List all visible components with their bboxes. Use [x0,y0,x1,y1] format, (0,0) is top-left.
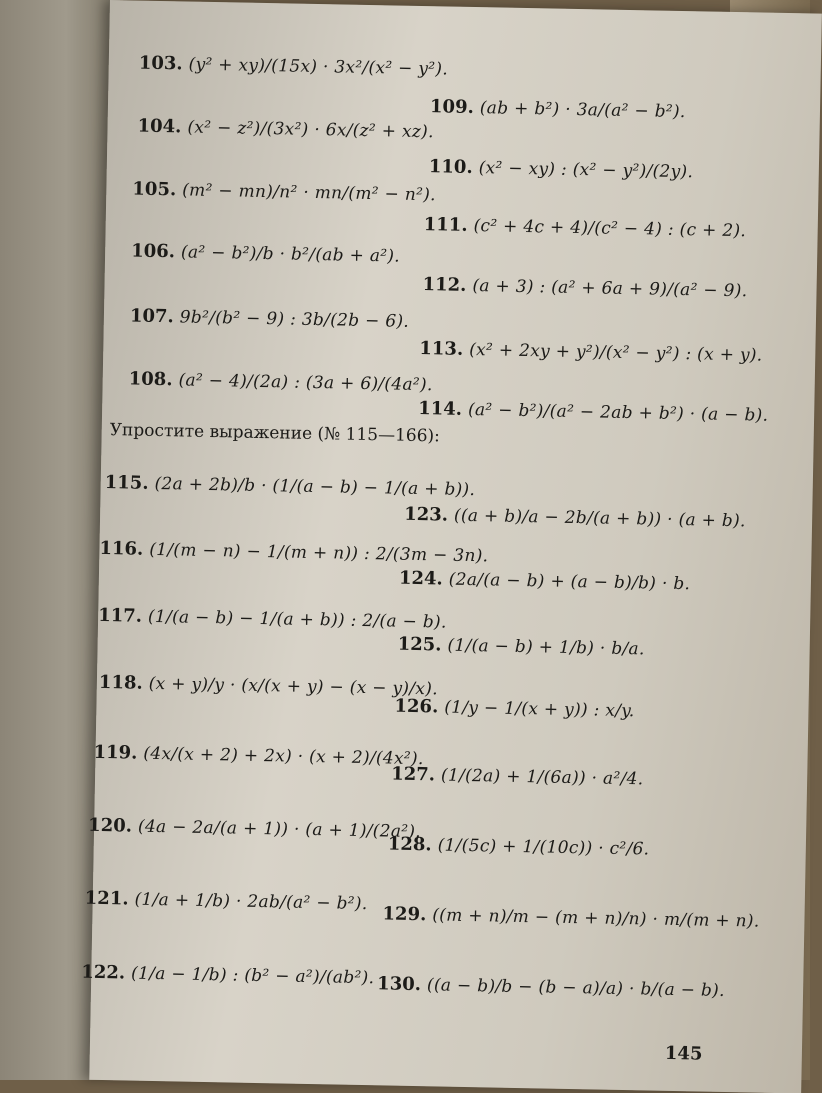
exercise-expression: (1/(a − b) − 1/(a + b)) : 2/(a − b). [147,606,447,633]
exercise-expression: (a² − b²)/(a² − 2ab + b²) · (a − b). [467,399,769,426]
exercise-expression: (a + 3) : (a² + 6a + 9)/(a² − 9). [472,275,748,301]
exercise-number: 107. [129,305,174,328]
exercise-number: 123. [403,503,449,526]
exercise-107 [130,305,410,331]
exercise-number: 119. [93,741,138,764]
exercise-121 [85,888,368,914]
exercise-expression: (y² + xy)/(15x) · 3x²/(x² − y²). [188,54,449,79]
exercise-122 [81,962,374,989]
exercise-115 [105,472,476,500]
exercise-expression: (1/(a − b) + 1/b) · b/a. [447,635,645,659]
exercise-expression: (x² − xy) : (x² − y²)/(2y). [478,157,694,182]
exercise-128 [388,833,650,859]
exercise-expression: (2a + 2b)/b · (1/(a − b) − 1/(a + b)). [154,473,476,500]
exercise-103 [139,53,449,80]
exercise-number: 104. [137,115,182,138]
exercise-number: 117. [97,604,143,627]
exercise-126 [394,696,635,722]
exercise-number: 125. [397,633,442,656]
exercise-expression: (1/a + 1/b) · 2ab/(a² − b²). [134,889,368,914]
exercise-number: 115. [104,471,149,494]
exercise-expression: (1/a − 1/b) : (b² − a²)/(ab²). [130,963,375,988]
page-number: 145 [664,1042,703,1065]
exercise-number: 113. [419,338,464,360]
exercise-number: 103. [138,52,183,75]
exercise-108 [129,368,433,395]
exercise-expression: (2a/(a − b) + (a − b)/b) · b. [448,569,691,594]
exercise-number: 114. [418,397,463,420]
exercise-105 [132,178,436,205]
exercise-expression: (x² − z²)/(3x²) · 6x/(z² + xz). [187,117,434,142]
exercise-expression: (x + y)/y · (x/(x + y) − (x − y)/x). [148,673,439,699]
exercise-119 [93,742,424,769]
exercise-123 [404,504,746,532]
section-heading: Упростите выражение (№ 115—166): [109,420,441,447]
exercise-110 [429,156,694,182]
exercise-109 [430,96,686,122]
book-page [81,0,822,1093]
exercise-114 [418,398,768,426]
exercise-expression: ((a − b)/b − (b − a)/a) · b/(a − b). [426,974,725,1001]
exercise-number: 112. [422,274,467,296]
exercise-number: 130. [376,973,422,996]
exercise-expression: (4x/(x + 2) + 2x) · (x + 2)/(4x²). [143,743,424,769]
exercise-expression: (1/(2a) + 1/(6a)) · a²/4. [440,764,644,789]
exercise-130 [377,973,725,1001]
exercise-120 [88,815,421,842]
exercise-expression: (a² − b²)/b · b²/(ab + a²). [180,241,401,267]
exercise-number: 122. [81,961,126,984]
exercise-number: 110. [428,156,473,178]
exercise-expression: (a² − 4)/(2a) : (3a + 6)/(4a²). [178,369,433,395]
exercise-expression: (1/(m − n) − 1/(m + n)) : 2/(3m − 3n). [149,539,489,566]
exercise-number: 106. [130,240,176,263]
exercise-106 [131,240,400,266]
exercise-116 [99,538,488,566]
exercise-number: 124. [398,567,443,590]
exercise-112 [422,274,747,301]
exercise-number: 127. [390,763,436,786]
exercise-expression: 9b²/(b² − 9) : 3b/(2b − 6). [179,306,410,332]
exercise-number: 128. [387,833,432,856]
exercise-number: 116. [99,537,144,560]
exercise-125 [397,634,644,660]
exercise-number: 118. [98,671,143,694]
exercise-expression: (4a − 2a/(a + 1)) · (a + 1)/(2a²). [137,816,422,842]
exercise-111 [424,214,747,241]
exercise-number: 111. [423,214,468,236]
exercise-124 [399,568,691,595]
exercise-number: 126. [394,695,439,718]
exercise-117 [98,605,447,633]
exercise-number: 108. [128,368,173,391]
exercise-number: 105. [132,178,177,201]
exercise-expression: (1/y − 1/(x + y)) : x/y. [444,697,635,721]
exercise-expression: (m² − mn)/n² · mn/(m² − n²). [182,179,436,205]
exercise-expression: (1/(5c) + 1/(10c)) · c²/6. [437,834,650,860]
exercise-118 [99,672,438,700]
exercise-113 [419,338,762,366]
exercise-number: 121. [84,887,129,910]
exercise-129 [382,903,759,931]
exercise-104 [137,116,434,143]
exercise-number: 120. [87,814,133,837]
exercise-number: 129. [382,903,427,926]
exercise-expression: ((a + b)/a − 2b/(a + b)) · (a + b). [453,505,746,531]
exercise-number: 109. [429,96,475,119]
exercise-127 [391,764,644,790]
exercise-expression: (c² + 4c + 4)/(c² − 4) : (c + 2). [473,215,747,241]
exercise-expression: (x² + 2xy + y²)/(x² − y²) : (x + y). [469,339,763,366]
exercise-expression: ((m + n)/m − (m + n)/n) · m/(m + n). [432,904,760,932]
exercise-expression: (ab + b²) · 3a/(a² − b²). [479,97,686,122]
